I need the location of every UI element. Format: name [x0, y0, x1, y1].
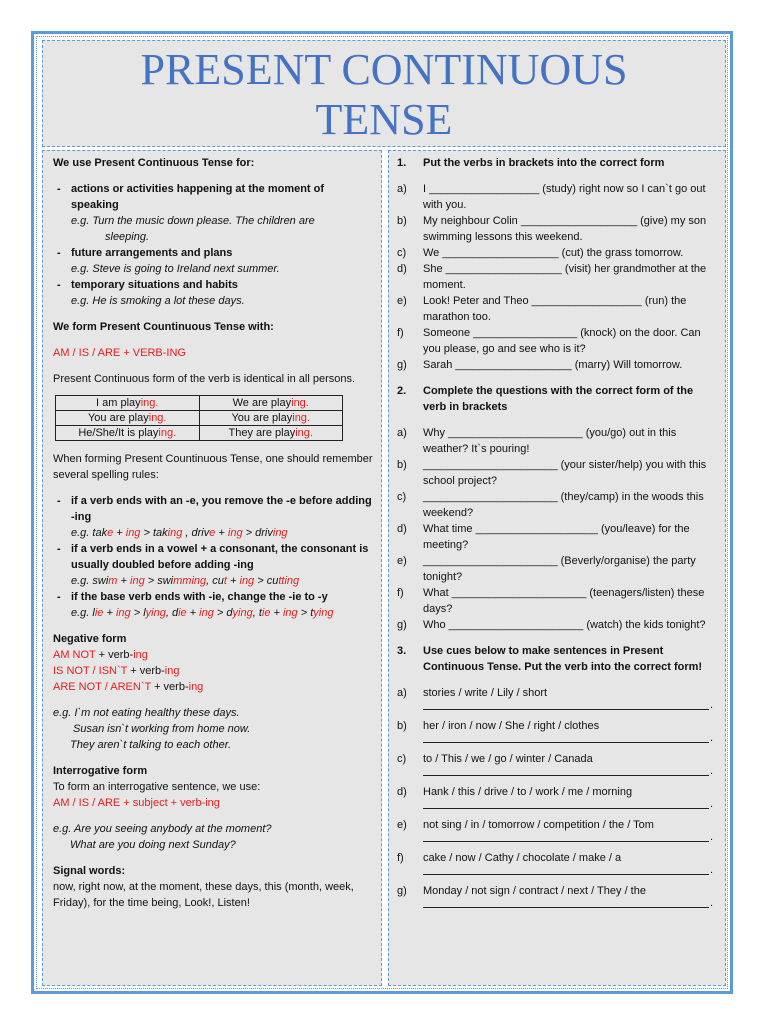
- interrogative-heading: Interrogative form: [53, 765, 148, 777]
- exercise-item: c) to / This / we / go / winter / Canada: [397, 753, 593, 765]
- exercise-item: d) Hank / this / drive / to / work / me / morning: [397, 786, 633, 798]
- negative-form: IS NOT / ISN`T + verb-ing: [53, 665, 180, 677]
- exercise-item: c) We ___________________ (cut) the grass tomorrow.: [397, 247, 684, 259]
- conjugation-table: [55, 395, 343, 441]
- exercise-item: g) Who ______________________ (watch) the kids tonight?: [397, 619, 706, 631]
- exercise-3-items: [397, 685, 717, 916]
- negative-example: Susan isn`t working from home now.: [73, 723, 251, 735]
- interrogative-example: e.g. Are you seeing anybody at the moment?: [53, 823, 272, 835]
- exercises-column: [388, 150, 726, 986]
- signal-heading: Signal words:: [53, 865, 126, 877]
- exercise-item: e) not sing / in / tomorrow / competition / the / Tom: [397, 819, 654, 831]
- form-heading: We form Present Countinuous Tense with:: [53, 321, 274, 333]
- negative-form: AM NOT + verb-ing: [53, 649, 148, 661]
- grammar-column: [42, 150, 382, 986]
- title-line-2: TENSE: [315, 95, 453, 144]
- exercise-1-heading: 1. Put the verbs in brackets into the correct form: [397, 157, 665, 169]
- table-cell: He/She/It is playing.: [56, 426, 200, 441]
- interrogative-formula: AM / IS / ARE + subject + verb-ing: [53, 797, 220, 809]
- exercise-item: b) her / iron / now / She / right / clothes: [397, 720, 600, 732]
- table-row: [56, 411, 343, 426]
- use-example: sleeping.: [105, 231, 150, 243]
- exercise-item: a) Why ______________________ (you/go) out in this weather? It`s pouring!: [397, 427, 677, 455]
- page-title: [42, 40, 726, 147]
- answer-line: [423, 899, 709, 908]
- answer-line: [423, 866, 709, 875]
- spelling-rule: - if the base verb ends with -ie, change the -ie to -y: [53, 589, 373, 605]
- exercise-item: e) ______________________ (Beverly/organise) the party tonight?: [397, 555, 696, 583]
- spelling-intro: When forming Present Countinuous Tense, one should remember several spelling rules:: [53, 453, 373, 481]
- exercise-2-heading: 2. Complete the questions with the correct form of the verb in brackets: [397, 385, 694, 413]
- signal-text: now, right now, at the moment, these days, this (month, week, Friday), for the time being, Look!, Listen!: [53, 881, 354, 909]
- exercise-1-items: [397, 181, 717, 373]
- exercise-item: g) Sarah ___________________ (marry) Will tomorrow.: [397, 359, 683, 371]
- table-row: [56, 396, 343, 411]
- exercise-item: f) cake / now / Cathy / chocolate / make / a: [397, 852, 622, 864]
- identical-text: Present Continuous form of the verb is identical in all persons.: [53, 373, 356, 385]
- exercise-3-heading: 3. Use cues below to make sentences in Present Continuous Tense. Put the verb into the correct form!: [397, 645, 703, 673]
- spelling-example: e.g. take + ing > taking , drive + ing > driving: [71, 527, 288, 539]
- exercise-2-items: [397, 425, 717, 633]
- title-line-1: PRESENT CONTINUOUS: [140, 45, 628, 94]
- table-row: [56, 426, 343, 441]
- answer-line: [423, 734, 709, 743]
- exercise-item: g) Monday / not sign / contract / next / They / the: [397, 885, 646, 897]
- exercise-item: f) What ______________________ (teenagers/listen) these days?: [397, 587, 705, 615]
- negative-form: ARE NOT / AREN`T + verb-ing: [53, 681, 204, 693]
- exercise-item: c) ______________________ (they/camp) in the woods this weekend?: [397, 491, 704, 519]
- spelling-rule: - if a verb ends in a vowel + a consonant, the consonant is usually doubled before adding -ing: [53, 541, 373, 573]
- answer-line: [423, 767, 709, 776]
- negative-example: e.g. I`m not eating healthy these days.: [53, 707, 240, 719]
- table-cell: They are playing.: [199, 426, 343, 441]
- exercise-item: d) What time ____________________ (you/leave) for the meeting?: [397, 523, 690, 551]
- exercise-item: a) I __________________ (study) right now so I can`t go out with you.: [397, 183, 706, 211]
- interrogative-example: What are you doing next Sunday?: [70, 839, 236, 851]
- table-cell: I am playing.: [56, 396, 200, 411]
- answer-line: [423, 833, 709, 842]
- uses-list: [53, 181, 373, 309]
- interrogative-text: To form an interrogative sentence, we use:: [53, 781, 261, 793]
- exercise-item: b) ______________________ (your sister/help) you with this school project?: [397, 459, 707, 487]
- use-rule: temporary situations and habits: [71, 279, 238, 291]
- answer-line: [423, 800, 709, 809]
- use-item: [53, 245, 373, 261]
- use-item: [53, 181, 373, 213]
- form-formula: AM / IS / ARE + VERB-ING: [53, 347, 186, 359]
- use-example: e.g. He is smoking a lot these days.: [71, 295, 245, 307]
- exercise-item: d) She ___________________ (visit) her grandmother at the moment.: [397, 263, 707, 291]
- table-cell: You are playing.: [56, 411, 200, 426]
- use-heading: We use Present Continuous Tense for:: [53, 157, 255, 169]
- use-rule: actions or activities happening at the moment of speaking: [71, 183, 325, 211]
- spelling-example: e.g. lie + ing > lying, die + ing > dying, tie + ing > tying: [71, 607, 334, 619]
- use-example: e.g. Steve is going to Ireland next summer.: [71, 263, 280, 275]
- use-item: [53, 277, 373, 293]
- exercise-item: b) My neighbour Colin ___________________ (give) my son swimming lessons this weekend.: [397, 215, 707, 243]
- exercise-item: f) Someone _________________ (knock) on the door. Can you please, go and see who is it?: [397, 327, 701, 355]
- answer-line: [423, 701, 709, 710]
- use-rule: future arrangements and plans: [71, 247, 233, 259]
- table-cell: You are playing.: [199, 411, 343, 426]
- exercise-item: a) stories / write / Lily / short: [397, 687, 548, 699]
- exercise-item: e) Look! Peter and Theo __________________ (run) the marathon too.: [397, 295, 687, 323]
- negative-heading: Negative form: [53, 633, 127, 645]
- spelling-rule: - if a verb ends with an -e, you remove the -e before adding -ing: [53, 493, 373, 525]
- spelling-rules-list: [53, 493, 373, 621]
- spelling-example: e.g. swim + ing > swimming, cut + ing > cutting: [71, 575, 300, 587]
- use-example: e.g. Turn the music down please. The children are: [71, 215, 315, 227]
- negative-example: They aren`t talking to each other.: [70, 739, 232, 751]
- table-cell: We are playing.: [199, 396, 343, 411]
